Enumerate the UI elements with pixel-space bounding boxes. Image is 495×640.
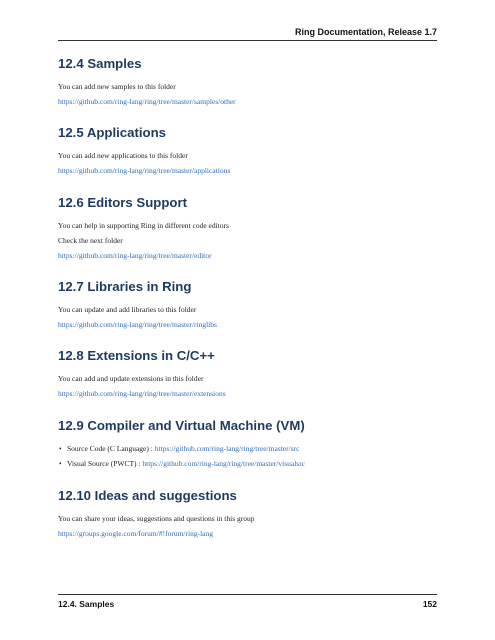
section-heading: 12.6 Editors Support bbox=[58, 195, 187, 210]
section-text: You can add new applications to this folder bbox=[58, 151, 188, 160]
section-heading: 12.8 Extensions in C/C++ bbox=[58, 348, 215, 363]
bullet-label: Visual Source (PWCT) : bbox=[67, 459, 143, 468]
visual-source-link[interactable]: https://github.com/ring-lang/ring/tree/master/visualsrc bbox=[142, 459, 306, 468]
list-item bbox=[59, 459, 306, 469]
section-heading: 12.5 Applications bbox=[58, 125, 166, 140]
page-number: 152 bbox=[422, 599, 437, 609]
extensions-link[interactable]: https://github.com/ring-lang/ring/tree/master/extensions bbox=[58, 389, 226, 398]
section-text: You can add and update extensions in this folder bbox=[58, 374, 204, 383]
editor-link[interactable]: https://github.com/ring-lang/ring/tree/master/editor bbox=[58, 251, 212, 260]
source-code-link[interactable]: https://github.com/ring-lang/ring/tree/master/src bbox=[154, 444, 300, 453]
section-text: You can add new samples to this folder bbox=[58, 82, 176, 91]
samples-link[interactable]: https://github.com/ring-lang/ring/tree/master/samples/other bbox=[58, 97, 236, 106]
forum-link[interactable]: https://groups.google.com/forum/#!forum/ring-lang bbox=[58, 529, 213, 538]
document-title: Ring Documentation, Release 1.7 bbox=[294, 27, 437, 37]
section-compiler-vm bbox=[58, 418, 437, 468]
section-libraries bbox=[58, 279, 437, 329]
section-heading: 12.10 Ideas and suggestions bbox=[58, 488, 237, 503]
section-heading: 12.4 Samples bbox=[58, 56, 142, 71]
bullet-icon: • bbox=[59, 459, 62, 468]
section-text: Check the next folder bbox=[58, 236, 123, 245]
section-applications bbox=[58, 125, 437, 175]
bullet-label: Source Code (C Language) : bbox=[67, 444, 155, 453]
section-samples bbox=[58, 56, 437, 106]
section-text: You can help in supporting Ring in different code editors bbox=[58, 221, 229, 230]
section-ideas bbox=[58, 488, 437, 538]
section-editors-support bbox=[58, 195, 437, 260]
section-text: You can update and add libraries to this folder bbox=[58, 305, 197, 314]
list-item bbox=[59, 444, 300, 454]
section-heading: 12.7 Libraries in Ring bbox=[58, 279, 192, 294]
page-header bbox=[58, 26, 437, 41]
page-footer bbox=[58, 594, 437, 609]
ringlibs-link[interactable]: https://github.com/ring-lang/ring/tree/master/ringlibs bbox=[58, 320, 217, 329]
footer-section: 12.4. Samples bbox=[58, 599, 115, 609]
section-extensions bbox=[58, 348, 437, 398]
section-heading: 12.9 Compiler and Virtual Machine (VM) bbox=[58, 418, 305, 433]
applications-link[interactable]: https://github.com/ring-lang/ring/tree/master/applications bbox=[58, 166, 231, 175]
section-text: You can share your ideas, suggestions and questions in this group bbox=[58, 514, 255, 523]
bullet-icon: • bbox=[59, 444, 62, 453]
